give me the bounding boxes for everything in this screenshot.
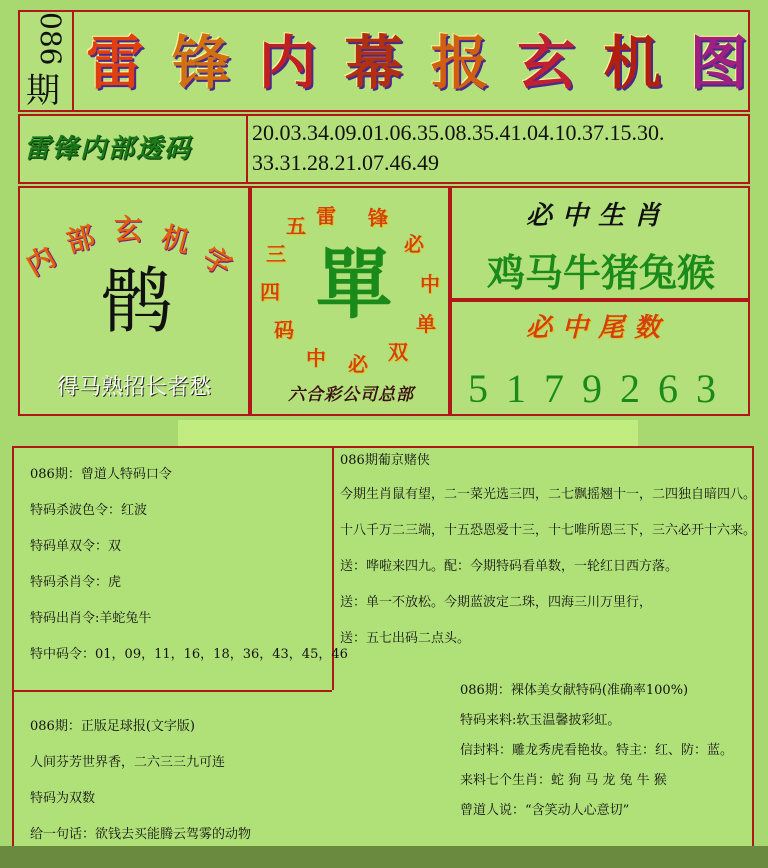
puzzle-line: 送：单一不放松。今期蓝波定二珠，四海三川万里行， (340, 595, 653, 610)
title-char: 锋 (172, 29, 235, 97)
ring-char: 三 (266, 242, 286, 266)
puzzle-line: 今期生肖鼠有望，二一菜光选三四，二七飘摇翘十一，二四独自暗四八。 (340, 487, 757, 502)
tail-digits: 5179263 (468, 366, 734, 411)
left-line: 086期：曾道人特码口令 (30, 467, 172, 482)
zodiac-title: 必中生肖 (525, 201, 670, 231)
ring-char: 必 (348, 352, 368, 376)
bottom-mid-divider (12, 690, 332, 692)
ring-char: 雷 (316, 204, 336, 228)
ring-char: 必 (404, 232, 424, 256)
tail-title: 必中尾数 (525, 313, 670, 343)
issue-label (24, 12, 68, 112)
ring-char: 中 (306, 346, 326, 370)
xuanji-label-char: 字 (196, 240, 238, 283)
center-box (252, 186, 448, 414)
football-line: 特码为双数 (30, 791, 96, 806)
football-title: 086期：正版足球报(文字版) (30, 719, 195, 734)
xuanji-label-char: 内 (20, 240, 62, 283)
ring-char: 五 (286, 214, 306, 238)
highlight-strip (178, 420, 638, 446)
left-line: 特码出肖令:羊蛇兔牛 (30, 611, 152, 626)
puzzle-title: 086期葡京赌侠 (340, 453, 430, 468)
title-char: 幕 (344, 29, 407, 97)
puzzle-line: 送：哗啦来四九。配：今期特码看单数，一轮红日西方落。 (340, 559, 679, 574)
title-char: 机 (603, 29, 666, 97)
main-pick-char: 單 (316, 240, 392, 329)
insider-numbers-line2: 33.31.28.21.07.46.49 (252, 150, 439, 175)
football-line: 给一句话：欲钱去买能腾云驾雾的动物 (30, 827, 252, 842)
left-line: 特码杀波色令：红波 (30, 503, 148, 518)
ring-char: 锋 (368, 206, 388, 230)
ring-char: 单 (416, 312, 436, 336)
insider-numbers-line1: 20.03.34.09.01.06.35.08.35.41.04.10.37.15.30. (252, 120, 665, 145)
left-line: 特码单双令：双 (30, 539, 122, 554)
title-char: 雷 (86, 29, 149, 97)
header-divider (72, 10, 74, 112)
title-char: 图 (689, 29, 752, 97)
ring-char: 四 (260, 280, 280, 304)
title-char: 玄 (517, 29, 580, 97)
insider-label: 雷锋内部透码 (24, 134, 193, 164)
beauty-line: 来料七个生肖：蛇 狗 马 龙 兔 牛 猴 (460, 773, 667, 788)
insider-divider (246, 114, 248, 184)
puzzle-line: 十八千万二三端，十五恐恩爱十三，十七唯所恩三下，三六必开十六来。 (340, 523, 757, 538)
issue-number: 086 (34, 12, 67, 66)
title-char: 报 (430, 29, 493, 97)
football-line: 人间芬芳世界香，二六三三九可连 (30, 755, 226, 770)
main-title (86, 24, 752, 102)
beauty-line: 特码来料:软玉温馨披彩虹。 (460, 713, 621, 728)
beauty-title: 086期：裸体美女献特码(准确率100%) (460, 683, 689, 698)
left-line: 特中码令：01，09，11，16，18，36，43，45，46 (30, 647, 348, 662)
xuanji-poem: 得马熟招长者愁 (56, 375, 211, 400)
bottom-band (0, 846, 768, 868)
beauty-line: 曾道人说：“含笑动人心意切” (460, 803, 630, 818)
xuanji-label-char: 机 (157, 219, 194, 260)
issue-unit: 期 (26, 71, 60, 111)
ring-char: 双 (388, 340, 408, 364)
left-line: 特码杀肖令：虎 (30, 575, 122, 590)
insider-numbers (252, 118, 748, 180)
zodiac-list: 鸡马牛猪兔猴 (486, 251, 715, 295)
company-label: 六合彩公司总部 (288, 385, 414, 405)
puzzle-line: 送：五七出码二点头。 (340, 631, 471, 646)
beauty-line: 信封料：雕龙秀虎看艳妆。特主：红、防：蓝。 (460, 743, 734, 758)
xuanji-label-char: 部 (62, 219, 99, 260)
xuanji-label-char: 玄 (114, 213, 143, 246)
ring-char: 中 (420, 272, 440, 296)
xuanji-char: 鹘 (100, 259, 173, 343)
title-char: 内 (258, 29, 321, 97)
ring-char: 码 (274, 318, 294, 342)
